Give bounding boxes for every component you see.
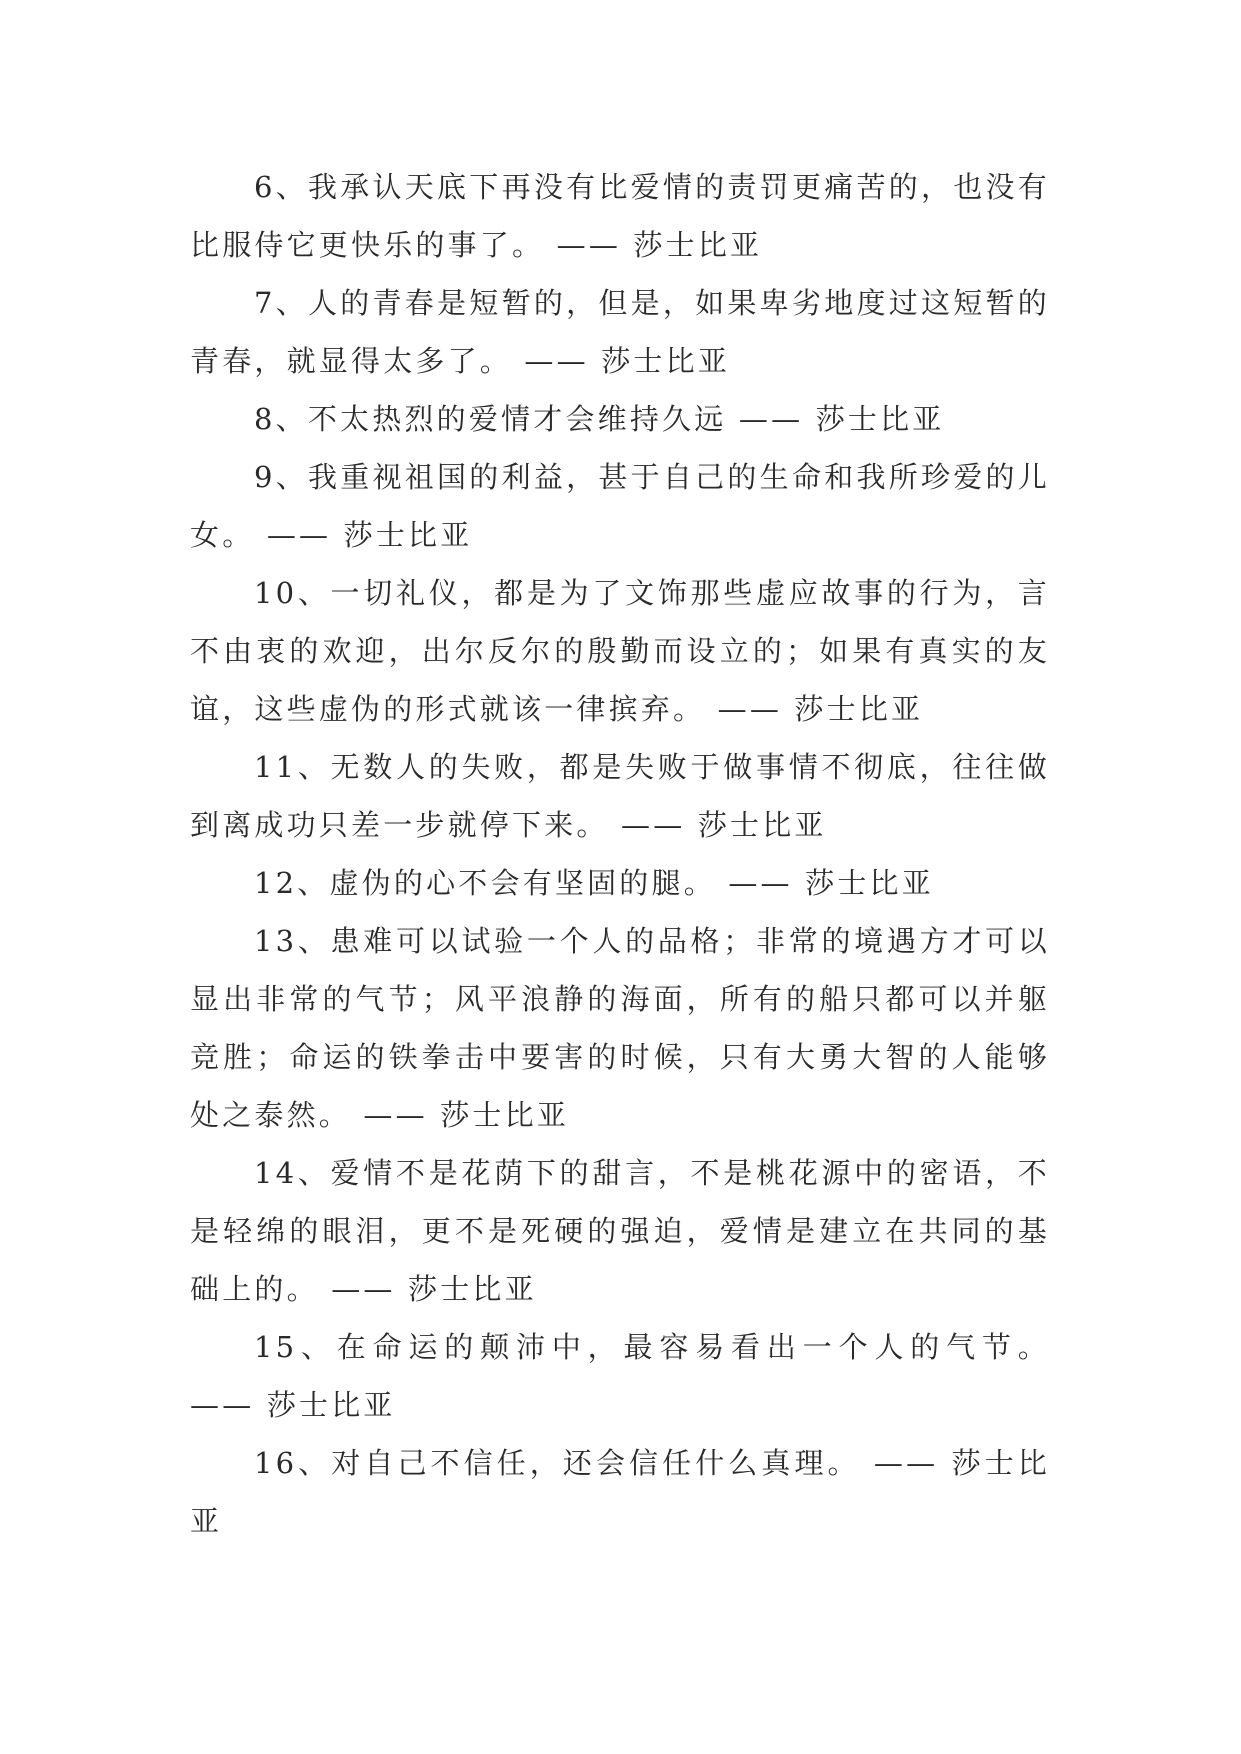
document-body [190,158,1050,1550]
quote-paragraph-9: 9、我重视祖国的利益，甚于自己的生命和我所珍爱的儿女。 —— 莎士比亚 [190,460,1050,552]
quote-paragraph-16: 16、对自己不信任，还会信任什么真理。 —— 莎士比亚 [190,1446,1050,1538]
quote-paragraph-10: 10、一切礼仪，都是为了文饰那些虚应故事的行为，言不由衷的欢迎，出尔反尔的殷勤而设立的；如果有真实的友谊，这些虚伪的形式就该一律摈弃。 —— 莎士比亚 [190,576,1050,726]
quote-paragraph-13: 13、患难可以试验一个人的品格；非常的境遇方才可以显出非常的气节；风平浪静的海面，所有的船只都可以并躯竞胜；命运的铁拳击中要害的时候，只有大勇大智的人能够处之泰然。 —— 莎士比亚 [190,924,1050,1132]
quote-paragraph-12: 12、虚伪的心不会有坚固的腿。 —— 莎士比亚 [254,866,934,900]
quote-paragraph-6: 6、我承认天底下再没有比爱情的责罚更痛苦的，也没有比服侍它更快乐的事了。 —— 莎士比亚 [190,170,1050,262]
quote-paragraph-8: 8、不太热烈的爱情才会维持久远 —— 莎士比亚 [254,402,945,436]
quote-paragraph-14: 14、爱情不是花荫下的甜言，不是桃花源中的密语，不是轻绵的眼泪，更不是死硬的强迫，爱情是建立在共同的基础上的。 —— 莎士比亚 [190,1156,1050,1306]
quote-paragraph-15: 15、在命运的颠沛中，最容易看出一个人的气节。 —— 莎士比亚 [190,1330,1050,1422]
quote-paragraph-7: 7、人的青春是短暂的，但是，如果卑劣地度过这短暂的青春，就显得太多了。 —— 莎士比亚 [190,286,1050,378]
quote-paragraph-11: 11、无数人的失败，都是失败于做事情不彻底，往往做到离成功只差一步就停下来。 —— 莎士比亚 [190,750,1050,842]
